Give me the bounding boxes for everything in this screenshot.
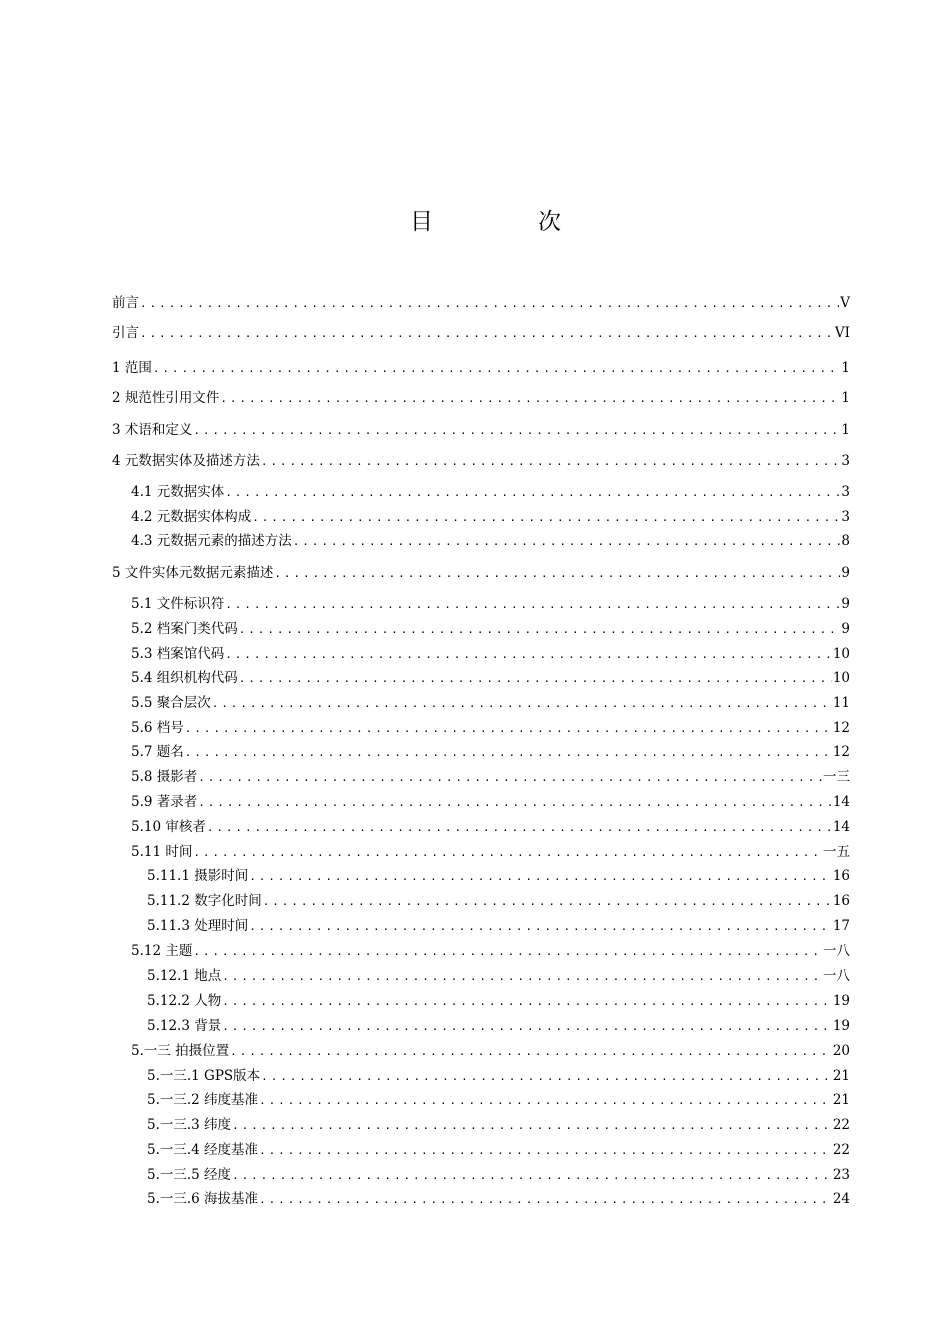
toc-entry[interactable] <box>112 323 850 343</box>
toc-dot-leader <box>193 942 822 962</box>
toc-entry-page: 一八 <box>823 943 850 959</box>
toc-entry-page: 14 <box>832 794 850 810</box>
toc-entry-page: 8 <box>841 533 850 549</box>
toc-dot-leader <box>263 892 832 912</box>
toc-entry-page: 9 <box>841 565 850 581</box>
toc-entry-page: 20 <box>832 1043 850 1059</box>
toc-dot-leader <box>230 1042 832 1062</box>
toc-dot-leader <box>261 452 841 472</box>
toc-entry-page: 22 <box>832 1142 850 1158</box>
toc-entry[interactable] <box>147 1090 850 1110</box>
toc-dot-leader <box>140 294 839 314</box>
toc-entry-page: 16 <box>832 868 850 884</box>
toc-dot-leader <box>198 768 822 788</box>
toc-entry-label: 5.12.3 背景 <box>147 1018 222 1034</box>
toc-entry-label: 5.一三.6 海拔基准 <box>147 1191 259 1207</box>
toc-entry-page: 12 <box>832 744 850 760</box>
toc-entry-page: 19 <box>832 993 850 1009</box>
toc-dot-leader <box>225 595 840 615</box>
toc-dot-leader <box>222 967 822 987</box>
toc-entry-label: 4 元数据实体及描述方法 <box>112 453 260 469</box>
toc-entry-label: 5.一三.4 经度基准 <box>147 1142 259 1158</box>
toc-entry[interactable] <box>131 594 850 614</box>
toc-entry-label: 5.一三.3 纬度 <box>147 1117 232 1133</box>
toc-entry-page: 1 <box>841 360 850 376</box>
toc-entry[interactable] <box>147 916 850 936</box>
toc-entry[interactable] <box>131 1041 850 1061</box>
toc-dot-leader <box>239 620 841 640</box>
toc-entry-label: 引言 <box>112 325 139 341</box>
toc-entry-label: 5.2 档案门类代码 <box>131 621 238 637</box>
toc-entry[interactable] <box>131 507 850 527</box>
toc-dot-leader <box>222 992 832 1012</box>
toc-entry-page: 3 <box>841 484 850 500</box>
toc-entry-label: 4.1 元数据实体 <box>131 484 225 500</box>
toc-entry-label: 5.12 主题 <box>131 943 193 959</box>
toc-dot-leader <box>153 359 841 379</box>
toc-entry[interactable] <box>147 1115 850 1135</box>
toc-entry[interactable] <box>131 619 850 639</box>
toc-entry[interactable] <box>147 966 850 986</box>
toc-entry-label: 5.一三.1 GPS版本 <box>147 1068 261 1084</box>
toc-entry-page: 9 <box>841 596 850 612</box>
toc-dot-leader <box>261 1067 832 1087</box>
toc-entry[interactable] <box>112 388 850 408</box>
toc-dot-leader <box>222 1017 832 1037</box>
toc-dot-leader <box>198 793 832 813</box>
toc-entry[interactable] <box>147 1066 850 1086</box>
toc-entry[interactable] <box>147 1189 850 1209</box>
title-char-2: 次 <box>538 209 561 235</box>
toc-entry[interactable] <box>147 891 850 911</box>
toc-entry[interactable] <box>131 941 850 961</box>
toc-entry-page: 9 <box>841 621 850 637</box>
toc-entry-label: 5.10 审核者 <box>131 819 206 835</box>
toc-dot-leader <box>232 1166 832 1186</box>
toc-entry-page: 一八 <box>823 968 850 984</box>
toc-entry-page: 一三 <box>823 769 850 785</box>
toc-dot-leader <box>220 389 840 409</box>
toc-entry-page: 一五 <box>823 844 850 860</box>
toc-entry-page: 24 <box>832 1191 850 1207</box>
toc-entry[interactable] <box>131 693 850 713</box>
toc-entry-label: 1 范围 <box>112 360 152 376</box>
toc-entry[interactable] <box>131 767 850 787</box>
toc-entry[interactable] <box>112 420 850 440</box>
toc-dot-leader <box>193 421 840 441</box>
toc-dot-leader <box>140 324 834 344</box>
toc-entry[interactable] <box>131 792 850 812</box>
toc-entry[interactable] <box>131 668 850 688</box>
toc-dot-leader <box>259 1141 832 1161</box>
toc-entry-page: 21 <box>832 1092 850 1108</box>
toc-entry-label: 3 术语和定义 <box>112 422 193 438</box>
toc-entry[interactable] <box>147 866 850 886</box>
toc-dot-leader <box>274 564 840 584</box>
toc-entry-page: 3 <box>841 509 850 525</box>
toc-dot-leader <box>193 843 822 863</box>
toc-entry[interactable] <box>112 451 850 471</box>
toc-entry[interactable] <box>131 482 850 502</box>
toc-entry-label: 5.8 摄影者 <box>131 769 198 785</box>
toc-entry[interactable] <box>147 1016 850 1036</box>
toc-entry-label: 5.3 档案馆代码 <box>131 646 225 662</box>
toc-entry-page: 11 <box>832 695 850 711</box>
toc-entry-page: 19 <box>832 1018 850 1034</box>
toc-entry-label: 5.一三.2 纬度基准 <box>147 1092 259 1108</box>
toc-entry[interactable] <box>131 531 850 551</box>
toc-dot-leader <box>185 719 832 739</box>
toc-dot-leader <box>249 867 832 887</box>
toc-dot-leader <box>185 743 832 763</box>
toc-entry-label: 5.11 时间 <box>131 844 193 860</box>
toc-entry-label: 5.11.2 数字化时间 <box>147 893 262 909</box>
toc-entry-label: 5.11.3 处理时间 <box>147 918 249 934</box>
toc-entry-label: 5.9 著录者 <box>131 794 198 810</box>
toc-entry-page: VI <box>834 325 850 341</box>
toc-entry-page: V <box>840 295 850 311</box>
toc-dot-leader <box>225 645 832 665</box>
toc-entry-label: 5.5 聚合层次 <box>131 695 211 711</box>
toc-entry[interactable] <box>112 563 850 583</box>
toc-entry-page: 10 <box>832 670 850 686</box>
toc-entry-label: 5.12.1 地点 <box>147 968 222 984</box>
toc-entry[interactable] <box>112 293 850 313</box>
toc-entry[interactable] <box>147 991 850 1011</box>
toc-entry[interactable] <box>131 817 850 837</box>
toc-dot-leader <box>239 669 832 689</box>
toc-entry-page: 12 <box>832 720 850 736</box>
toc-entry-label: 5.一三.5 经度 <box>147 1167 232 1183</box>
toc-dot-leader <box>249 917 832 937</box>
toc-entry[interactable] <box>131 718 850 738</box>
toc-dot-leader <box>212 694 832 714</box>
toc-entry-label: 5 文件实体元数据元素描述 <box>112 565 274 581</box>
toc-entry-page: 3 <box>841 453 850 469</box>
toc-dot-leader <box>232 1116 832 1136</box>
toc-entry-page: 16 <box>832 893 850 909</box>
toc-entry-page: 23 <box>832 1167 850 1183</box>
title-char-1: 目 <box>410 209 433 235</box>
toc-entry-label: 5.6 档号 <box>131 720 184 736</box>
toc-dot-leader <box>207 818 832 838</box>
toc-entry[interactable] <box>131 742 850 762</box>
toc-entry[interactable] <box>131 842 850 862</box>
toc-entry-label: 5.1 文件标识符 <box>131 596 225 612</box>
toc-entry-page: 1 <box>841 422 850 438</box>
toc-entry-page: 22 <box>832 1117 850 1133</box>
toc-entry[interactable] <box>112 358 850 378</box>
toc-entry[interactable] <box>147 1140 850 1160</box>
toc-dot-leader <box>225 483 840 503</box>
toc-entry-label: 5.一三 拍摄位置 <box>131 1043 230 1059</box>
toc-entry-label: 5.4 组织机构代码 <box>131 670 238 686</box>
toc-dot-leader <box>252 508 840 528</box>
toc-dot-leader <box>293 532 841 552</box>
toc-entry-page: 10 <box>832 646 850 662</box>
toc-entry-label: 4.3 元数据元素的描述方法 <box>131 533 292 549</box>
toc-entry-label: 5.12.2 人物 <box>147 993 222 1009</box>
toc-entry[interactable] <box>147 1165 850 1185</box>
toc-entry-page: 14 <box>832 819 850 835</box>
toc-entry-page: 17 <box>832 918 850 934</box>
toc-entry-page: 1 <box>841 390 850 406</box>
toc-entry-page: 21 <box>832 1068 850 1084</box>
toc-entry-label: 5.7 题名 <box>131 744 184 760</box>
toc-dot-leader <box>259 1190 832 1210</box>
toc-entry-label: 2 规范性引用文件 <box>112 390 220 406</box>
toc-entry-label: 前言 <box>112 295 139 311</box>
toc-entry-label: 5.11.1 摄影时间 <box>147 868 249 884</box>
toc-dot-leader <box>259 1091 832 1111</box>
toc-entry[interactable] <box>131 644 850 664</box>
toc-entry-label: 4.2 元数据实体构成 <box>131 509 252 525</box>
